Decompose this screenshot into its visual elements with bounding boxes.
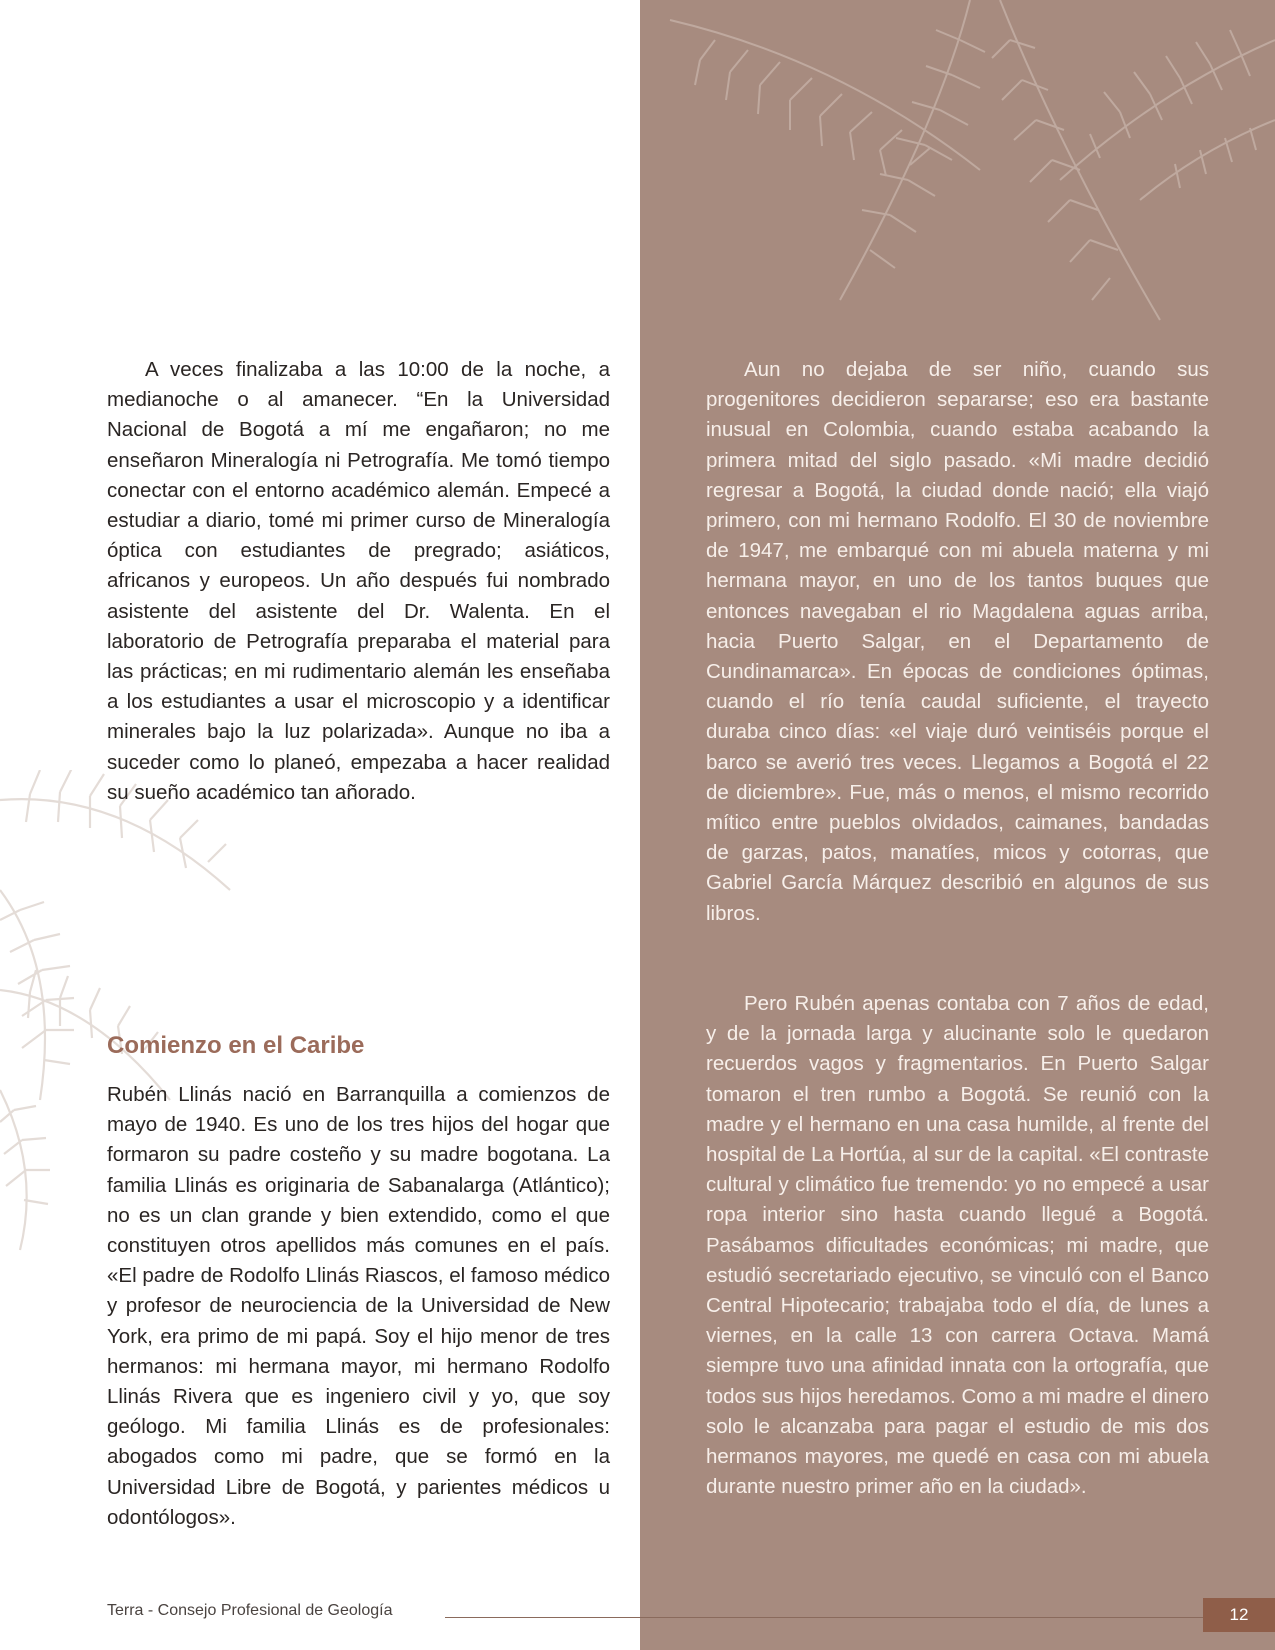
body-paragraph: Pero Rubén apenas contaba con 7 años de edad, y de la jornada larga y alucinante solo le quedaron recuerdos vagos y fragmentarios. En Puerto Salgar tomaron el tren rumbo a Bogotá. Se reunió con la madre y el hermano en una casa humilde, al frente del hospital de La Hortúa, al sur de la capital. «El contraste cultural y climático fue tremendo: yo no empecé a usar ropa interior sino hasta cuando llegué a Bogotá. Pasábamos dificultades económicas; mi madre, que estudió secretariado ejecutivo, se vinculó con el Banco Central Hipotecario; trabajaba todo el día, de lunes a viernes, en la calle 13 con carrera Octava. Mamá siempre tuvo una afinidad innata con la ortografía, que todos sus hijos heredamos. Como a mi madre el dinero solo le alcanzaba para pagar el estudio de mis dos hermanos mayores, me quedé en casa con mi abuela durante nuestro primer año en la ciudad». [706, 992, 1209, 1499]
page-number: 12 [1203, 1598, 1275, 1632]
section-heading: Comienzo en el Caribe [107, 1032, 365, 1059]
left-column-text [107, 355, 610, 808]
footer-divider [445, 1617, 1203, 1618]
body-paragraph: A veces finalizaba a las 10:00 de la noche, a medianoche o al amanecer. “En la Universidad Nacional de Bogotá a mí me engañaron; no me enseñaron Mineralogía ni Petrografía. Me tomó tiempo conectar con el entorno académico alemán. Empecé a estudiar a diario, tomé mi primer curso de Mineralogía óptica con estudiantes de pregrado; asiáticos, africanos y europeos. Un año después fui nombrado asistente del asistente del Dr. Walenta. En el laboratorio de Petrografía preparaba el material para las prácticas; en mi rudimentario alemán les enseñaba a los estudiantes a usar el microscopio y a identificar minerales bajo la luz polarizada». Aunque no iba a suceder como lo planeó, empezaba a hacer realidad su sueño académico tan añorado. [107, 358, 610, 804]
footer-publication-title: Terra - Consejo Profesional de Geología [107, 1602, 393, 1619]
body-paragraph: Rubén Llinás nació en Barranquilla a comienzos de mayo de 1940. Es uno de los tres hijos del hogar que formaron su padre costeño y su madre bogotana. La familia Llinás es originaria de Sabanalarga (Atlántico); no es un clan grande y bien extendido, como el que constituyen otros apellidos más comunes en el país. «El padre de Rodolfo Llinás Riascos, el famoso médico y profesor de neurociencia de la Universidad de New York, era primo de mi papá. Soy el hijo menor de tres hermanos: mi hermana mayor, mi hermano Rodolfo Llinás Rivera que es ingeniero civil y yo, que soy geólogo. Mi familia Llinás es de profesionales: abogados como mi padre, que se formó en la Universidad Libre de Bogotá, y parientes médicos u odontólogos». [107, 1083, 610, 1529]
body-paragraph: Aun no dejaba de ser niño, cuando sus progenitores decidieron separarse; eso era bastante inusual en Colombia, cuando estaba acabando la primera mitad del siglo pasado. «Mi madre decidió regresar a Bogotá, la ciudad donde nació; ella viajó primero, con mi hermano Rodolfo. El 30 de noviembre de 1947, me embarqué con mi abuela materna y mi hermana mayor, en uno de los tantos buques que entonces navegaban el rio Magdalena aguas arriba, hacia Puerto Salgar, en el Departamento de Cundinamarca». En épocas de condiciones óptimas, cuando el río tenía caudal suficiente, el trayecto duraba cinco días: «el viaje duró veintiséis porque el barco se averió tres veces. Llegamos a Bogotá el 22 de diciembre». Fue, más o menos, el mismo recorrido mítico entre pueblos olvidados, caimanes, bandadas de garzas, patos, manatíes, micos y cotorras, que Gabriel García Márquez describió en algunos de sus libros. [706, 358, 1209, 925]
right-column-text-2 [706, 989, 1209, 1502]
left-column-text-2 [107, 1080, 610, 1533]
right-column-text [706, 355, 1209, 929]
